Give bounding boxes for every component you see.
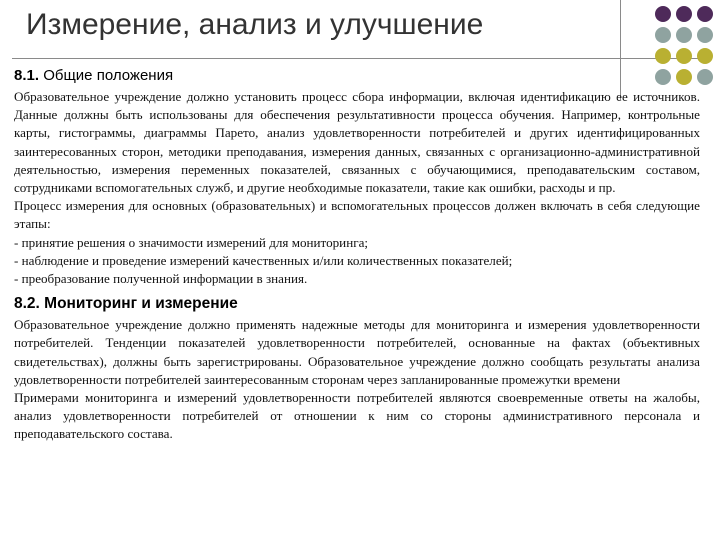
slide-content: [14, 66, 700, 444]
section-1-title: Общие положения: [43, 67, 174, 84]
section-1-bullet: - наблюдение и проведение измерений качественных и/или количественных показателей;: [14, 252, 513, 268]
section-2-paragraph-2: Примерами мониторинга и измерений удовлетворенности потребителей являются своевременные ответы на жалобы, анализ удовлетворенности потребителей от отношении к ним со стороны административного персонала и преподавательского состава.: [14, 390, 700, 442]
decorative-dot: [697, 6, 713, 22]
decorative-dot: [676, 6, 692, 22]
decorative-dot: [655, 6, 671, 22]
decorative-dot: [676, 27, 692, 43]
section-1-paragraph-2: Процесс измерения для основных (образовательных) и вспомогательных процессов должен включать в себя следующие этапы:: [14, 198, 700, 232]
decorative-dot: [655, 48, 671, 64]
horizontal-divider: [12, 58, 708, 59]
section-2-heading: 8.2. Мониторинг и измерение: [14, 295, 238, 313]
slide-title: Измерение, анализ и улучшение: [26, 8, 484, 41]
decorative-dot: [655, 27, 671, 43]
section-1-number: 8.1.: [14, 67, 40, 84]
section-1-heading: [14, 66, 700, 86]
section-2-paragraph-1: Образовательное учреждение должно применять надежные методы для мониторинга и измерения удовлетворенности потребителей. Тенденции показателей удовлетворенности потребителей, основанные на фактах (объективных свидетельствах), должны быть зарегистрированы. Образовательное учреждение должно сообщать результаты анализа удовлетворенности потребителей заинтересованным сторонам через запланированные промежутки времени: [14, 317, 700, 387]
decorative-dot: [697, 27, 713, 43]
section-1-bullet: - принятие решения о значимости измерений для мониторинга;: [14, 234, 369, 250]
decorative-dot: [676, 48, 692, 64]
section-1-paragraph-1: Образовательное учреждение должно установить процесс сбора информации, включая идентификацию ее источников. Данные должны быть использованы для обеспечения результативности процесса обучения. Например, контрольные карты, гистограммы, диаграммы Парето, анализ удовлетворенности потребителей и других идентифицированных заинтересованных сторон, методики преподавания, измерения данных, связанных с организационно-административной деятельностью, измерения переменных показателей, связанных с обучающимися, преподавательским составом, сотрудниками вспомогательных служб, и другие необходимые показатели, такие как ошибки, расходы и пр.: [14, 89, 700, 196]
decorative-dot: [697, 48, 713, 64]
section-1-bullet: - преобразование полученной информации в знания.: [14, 271, 308, 287]
